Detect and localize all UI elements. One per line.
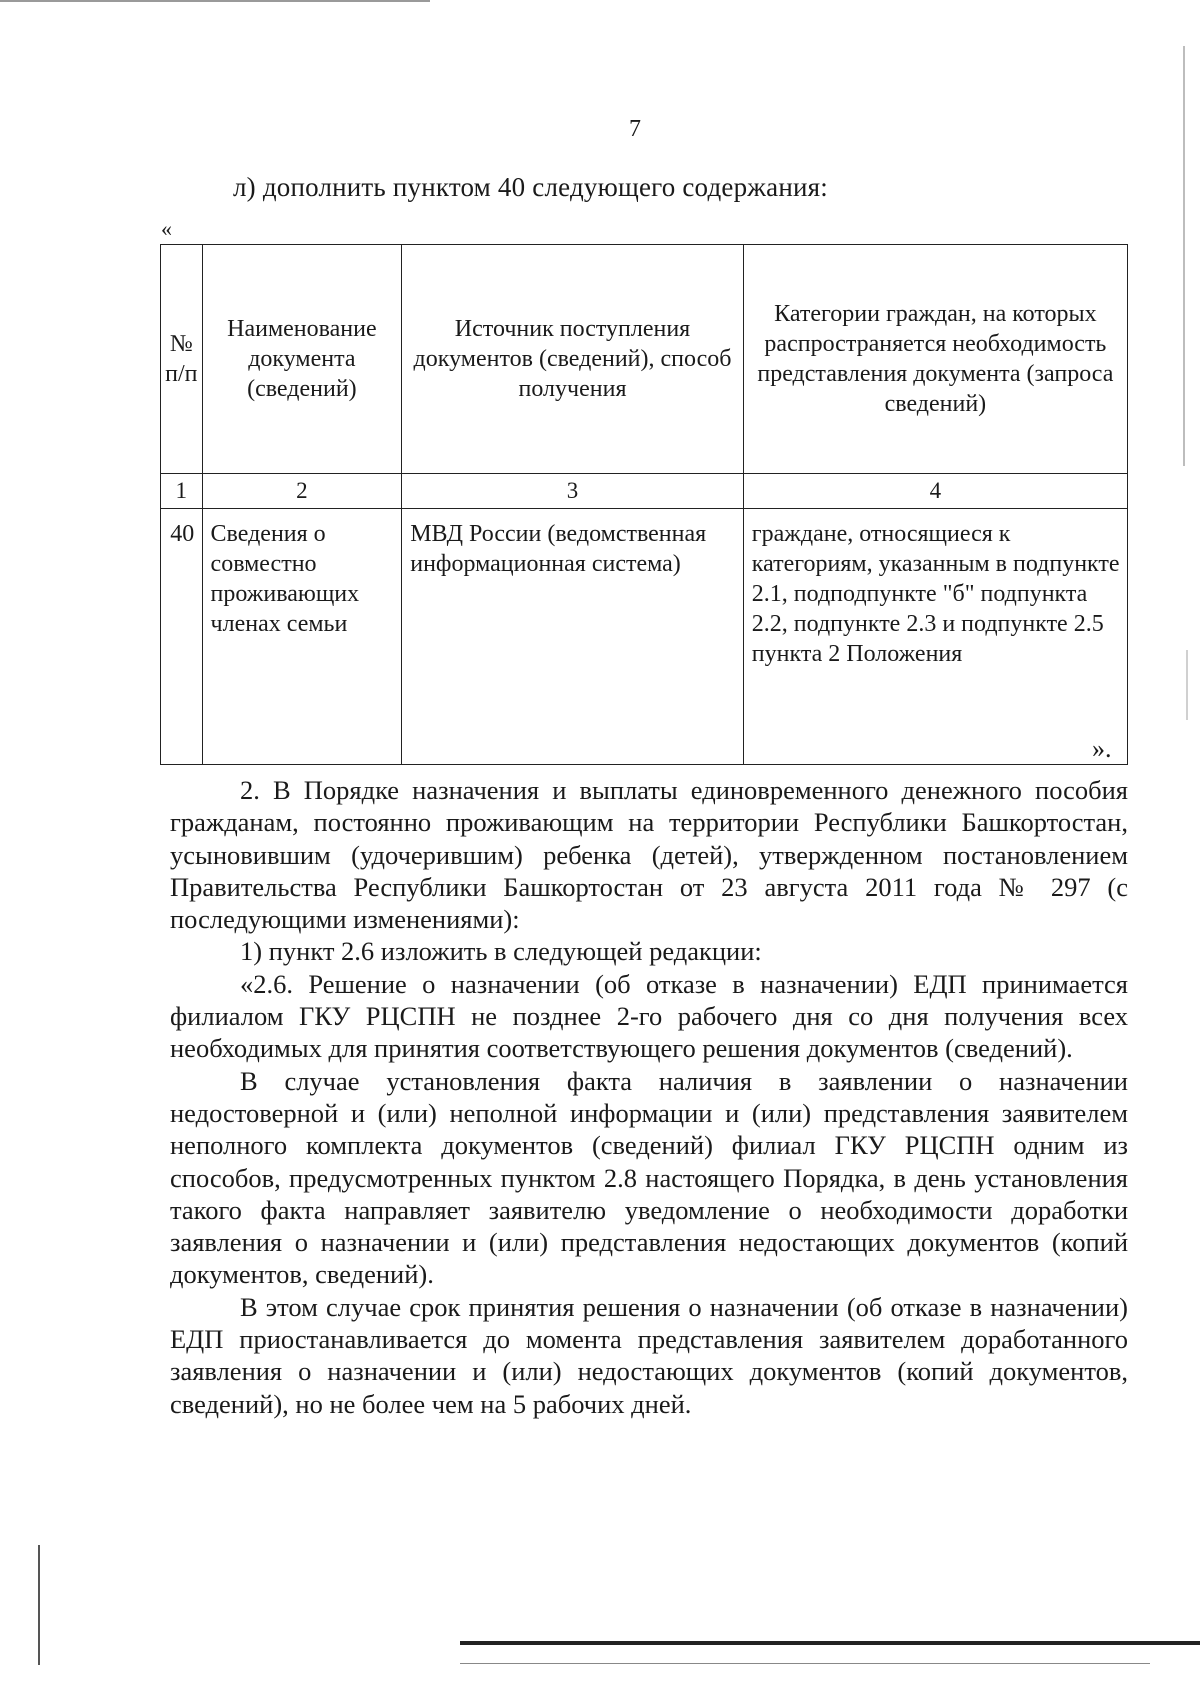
scan-artifact-right-edge-mark — [1186, 650, 1188, 720]
scan-artifact-bottom-thin-line — [460, 1663, 1150, 1664]
row-categories-cell: граждане, относящиеся к категориям, указанным в подпункте 2.1, подподпункте "б" подпункта 2.2, подпункте 2.3 и подпункте 2.5 пункта 2 Положения — [743, 509, 1127, 765]
table-row — [161, 509, 1128, 765]
documents-table — [160, 244, 1128, 765]
document-body — [170, 774, 1128, 1420]
body-paragraph: В случае установления факта наличия в заявлении о назначении недостоверной и (или) неполной информации и (или) представления заявителем неполного комплекта документов (сведений) филиал ГКУ РЦСПН одним из способов, предусмотренных пунктом 2.8 настоящего Порядка, в день установления такого факта направляет заявителю уведомление о необходимости доработки заявления о назначении и (или) представления недостающих документов (копий документов, сведений). — [170, 1065, 1128, 1290]
table-header-row — [161, 245, 1128, 474]
header-cell-number: № п/п — [161, 245, 203, 474]
header-cell-document-name: Наименование документа (сведений) — [202, 245, 402, 474]
scan-artifact-bottom-line — [460, 1641, 1200, 1645]
row-document-name-cell: Сведения о совместно проживающих членах семьи — [202, 509, 402, 765]
column-number-cell: 3 — [402, 474, 744, 509]
scan-artifact-right-edge — [1183, 46, 1185, 466]
quote-open: « — [161, 216, 172, 241]
quote-close: ». — [1092, 734, 1112, 763]
body-paragraph: 2. В Порядке назначения и выплаты единовременного денежного пособия гражданам, постоянно проживающим на территории Республики Башкортостан, усыновившим (удочерившим) ребенка (детей), утвержденном постановлением Правительства Республики Башкортостан от 23 августа 2011 года № 297 (с последующими изменениями): — [170, 775, 1128, 935]
body-paragraph: 1) пункт 2.6 изложить в следующей редакции: — [240, 936, 762, 967]
column-number-cell: 2 — [202, 474, 402, 509]
scan-artifact-top-line — [0, 0, 430, 2]
scan-artifact-left-edge — [38, 1545, 40, 1665]
row-number-cell: 40 — [161, 509, 203, 765]
column-number-cell: 1 — [161, 474, 203, 509]
row-source-cell: МВД России (ведомственная информационная система) — [402, 509, 744, 765]
header-cell-categories: Категории граждан, на которых распространяется необходимость представления документа (запроса сведений) — [743, 245, 1127, 474]
body-paragraph: «2.6. Решение о назначении (об отказе в назначении) ЕДП принимается филиалом ГКУ РЦСПН не позднее 2-го рабочего дня со дня получения всех необходимых для принятия соответствующего решения документов (сведений). — [170, 968, 1128, 1064]
header-cell-source: Источник поступления документов (сведений), способ получения — [402, 245, 744, 474]
column-number-cell: 4 — [743, 474, 1127, 509]
table-column-numbers-row — [161, 474, 1128, 509]
page-number: 7 — [629, 116, 641, 142]
body-paragraph: В этом случае срок принятия решения о назначении (об отказе в назначении) ЕДП приостанавливается до момента представления заявителем доработанного заявления о назначении и (или) недостающих документов (копий документов, сведений), но не более чем на 5 рабочих дней. — [170, 1291, 1128, 1419]
intro-text: л) дополнить пунктом 40 следующего содержания: — [233, 172, 828, 202]
